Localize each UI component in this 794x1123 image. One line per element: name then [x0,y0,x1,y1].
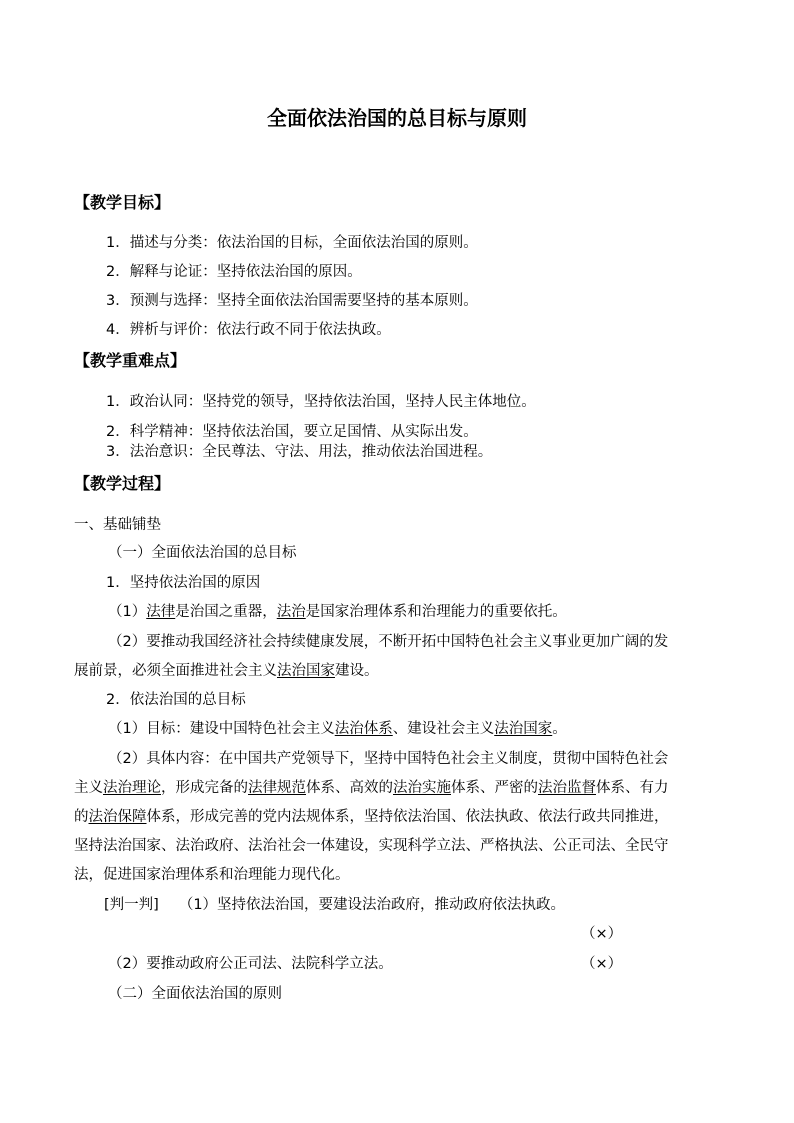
paragraph-2-2-line-4: 坚持法治国家、法治政府、法治社会一体建设，实现科学立法、严格执法、公正司法、全民守 [74,838,669,854]
judge-answer-1: （×） [581,926,623,942]
paragraph-1-2-line-1: （2）要推动我国经济社会持续健康发展，不断开拓中国特色社会主义事业更加广阔的发 [108,634,669,650]
point-heading-1: 1．坚持依法治国的原因 [106,575,261,591]
underlined-term: 法治监督 [538,780,596,796]
underlined-term: 法律 [146,604,176,620]
paragraph-2-2-line-3: 的法治保障体系，形成完善的党内法规体系，坚持依法治国、依法执政、依法行政共同推进， [74,809,669,825]
goal-item-2: 2．解释与论证：坚持依法治国的原因。 [106,264,362,280]
judge-question-1: [判一判] （1）坚持依法治国，要建设法治政府，推动政府依法执政。 [104,897,566,913]
paragraph-2-2-line-1: （2）具体内容：在中国共产党领导下，坚持中国特色社会主义制度，贯彻中国特色社会 [108,751,669,767]
section-heading-key-points: 【教学重难点】 [74,351,187,370]
judge-label: [判一判] [104,897,159,913]
underlined-term: 法治 [276,604,306,620]
goal-item-1: 1．描述与分类：依法治国的目标，全面依法治国的原则。 [106,235,478,251]
key-point-1: 1．政治认同：坚持党的领导，坚持依法治国，坚持人民主体地位。 [106,394,536,410]
paragraph-1-1: （1）法律是治国之重器，法治是国家治理体系和治理能力的重要依托。 [108,604,567,620]
paragraph-2-2-line-2: 主义法治理论，形成完备的法律规范体系、高效的法治实施体系、严密的法治监督体系、有力 [74,780,669,796]
underlined-term: 法治理论 [103,780,161,796]
key-point-3: 3．法治意识：全民尊法、守法、用法，推动依法治国进程。 [106,444,493,460]
underlined-term: 法治实施 [393,780,451,796]
goal-item-3: 3．预测与选择：坚持全面依法治国需要坚持的基本原则。 [106,293,478,309]
underlined-term: 法治体系 [334,721,393,737]
sub-heading-1: （一）全面依法治国的总目标 [108,545,297,561]
judge-answer-2: （×） [581,956,623,972]
paragraph-1-2-line-2: 展前景，必须全面推进社会主义法治国家建设。 [74,663,379,679]
key-point-2: 2．科学精神：坚持依法治国，要立足国情、从实际出发。 [106,424,478,440]
paragraph-2-2-line-5: 法，促进国家治理体系和治理能力现代化。 [74,867,350,883]
underlined-term: 法律规范 [248,780,306,796]
page-title: 全面依法治国的总目标与原则 [267,106,527,130]
judge-question-2: （2）要推动政府公正司法、法院科学立法。 [108,956,393,972]
underlined-term: 法治保障 [88,809,147,825]
paragraph-2-1: （1）目标：建设中国特色社会主义法治体系、建设社会主义法治国家。 [108,721,567,737]
part-heading: 一、基础铺垫 [74,517,161,533]
point-heading-2: 2．依法治国的总目标 [106,692,246,708]
goal-item-4: 4．辨析与评价：依法行政不同于依法执政。 [106,322,391,338]
section-heading-teaching-goals: 【教学目标】 [74,193,171,212]
sub-heading-2: （二）全面依法治国的原则 [108,986,282,1002]
underlined-term: 法治国家 [277,663,335,679]
section-heading-process: 【教学过程】 [74,474,171,493]
underlined-term: 法治国家 [494,721,553,737]
